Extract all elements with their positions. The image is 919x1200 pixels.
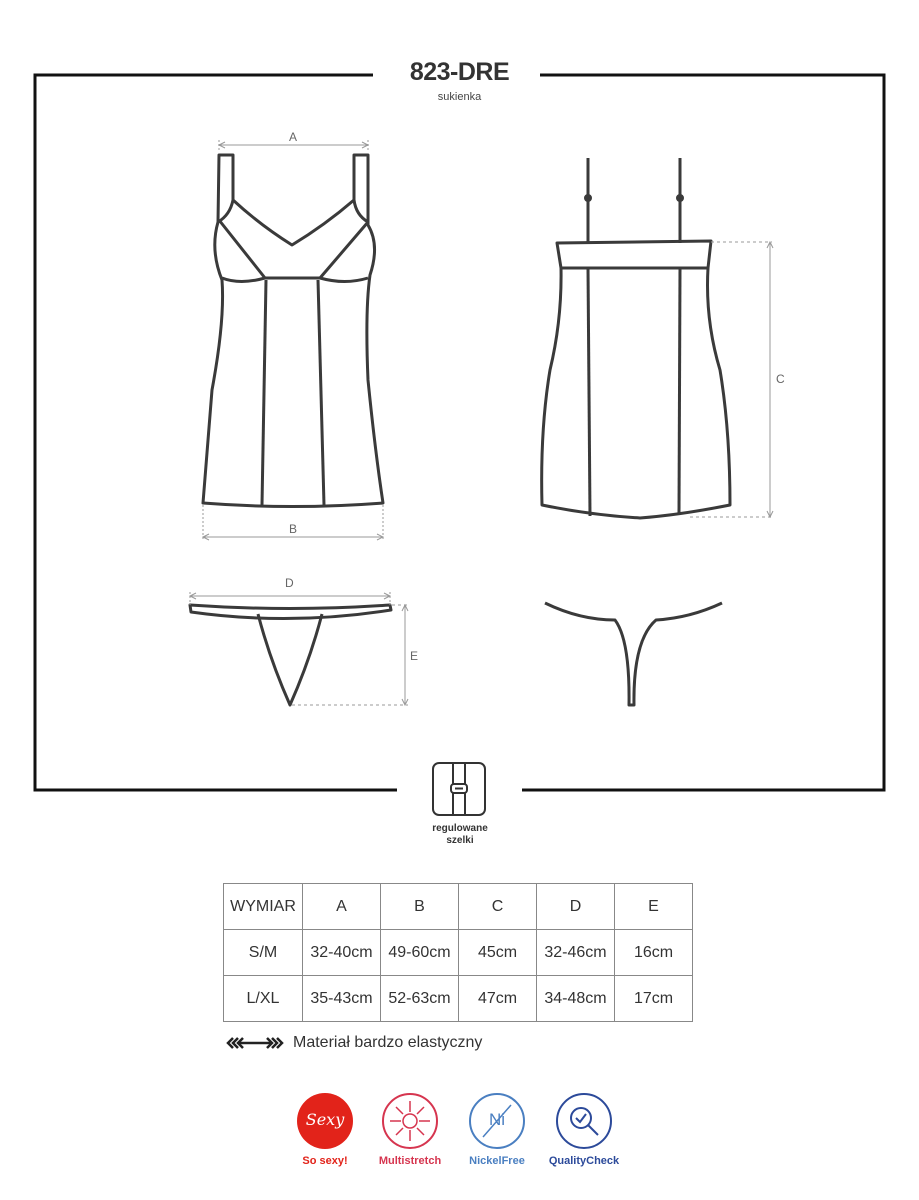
table-header-cell: B [381,884,459,930]
table-cell: 32-40cm [303,930,381,976]
badge-label: NickelFree [469,1155,525,1167]
table-cell: 16cm [615,930,693,976]
dimension-label-c: C [776,372,785,386]
dimension-label-e: E [410,649,419,663]
thong-back-drawing [545,603,722,705]
adjustable-straps-icon [433,763,485,815]
dimension-label-b: B [289,522,298,536]
table-cell: 45cm [459,930,537,976]
elastic-note-text: Materiał bardzo elastyczny [293,1034,483,1051]
badge-label: QualityCheck [548,1155,620,1167]
nickel-free-icon [469,1093,525,1149]
table-row [224,930,693,976]
dress-front-drawing [203,155,383,507]
table-cell: 52-63cm [381,976,459,1022]
feature-label-line2: szelki [446,835,474,846]
frame-border [35,75,884,790]
table-header-row [224,884,693,930]
table-cell: 34-48cm [537,976,615,1022]
badge-multistretch [360,1093,460,1167]
stretch-arrows-icon [225,1036,285,1050]
table-cell: 35-43cm [303,976,381,1022]
table-header-cell: D [537,884,615,930]
dimension-lines [190,140,773,705]
dress-back-drawing [542,158,730,518]
table-cell: 47cm [459,976,537,1022]
dimension-label-a: A [289,130,298,144]
badge-nickel-free [447,1093,547,1167]
feature-label [400,823,520,847]
badge-label: So sexy! [302,1155,348,1167]
table-header-cell: WYMIAR [224,884,303,930]
table-cell: 17cm [615,976,693,1022]
nickel-free-icon-text: Ni [488,1110,506,1129]
size-table [223,883,693,1022]
sexy-icon-text: Sexy [305,1110,345,1129]
table-row [224,976,693,1022]
table-cell: 49-60cm [381,930,459,976]
product-type: sukienka [437,91,482,103]
badge-quality-check [534,1093,634,1167]
sexy-icon [297,1093,353,1149]
quality-check-icon [556,1093,612,1149]
badge-label: Multistretch [378,1155,442,1167]
dimension-label-d: D [285,576,294,590]
thong-front-drawing [190,605,391,705]
multistretch-icon [382,1093,438,1149]
table-header-cell: A [303,884,381,930]
table-cell: 32-46cm [537,930,615,976]
product-code: 823-DRE [409,58,510,86]
table-cell: S/M [224,930,303,976]
table-header-cell: E [615,884,693,930]
table-header-cell: C [459,884,537,930]
elastic-note [225,1034,482,1052]
table-cell: L/XL [224,976,303,1022]
feature-label-line1: regulowane [432,823,488,834]
